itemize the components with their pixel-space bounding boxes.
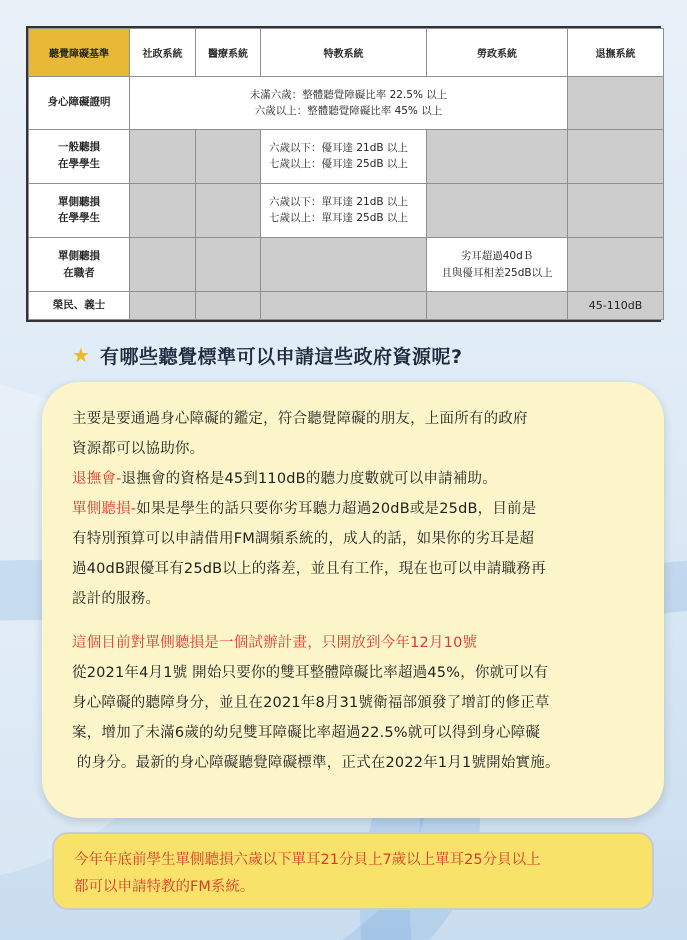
row-label-line: 在職者 [63, 266, 95, 279]
text-line: 的身分。最新的身心障礙聽覺障礙標準，正式在2022年1月1號開始實施。 [72, 755, 560, 771]
row-label [29, 129, 130, 183]
special-ed-cell [261, 129, 427, 183]
cell-line: 六歲以下：單耳達 21dB 以上 [269, 196, 408, 209]
paragraph-pilot-notice [72, 628, 636, 658]
row-label-line: 在學學生 [58, 158, 100, 171]
empty-cell [261, 292, 427, 320]
column-header-labor: 勞政系統 [427, 29, 568, 77]
table-row [29, 77, 664, 130]
labor-cell [427, 237, 568, 291]
cell-line: 六歲以上：整體聽覺障礙比率 45% 以上 [254, 104, 443, 117]
row-label-line: 單側聽損 [58, 195, 100, 208]
column-header-retirement: 退撫系統 [568, 29, 664, 77]
footer-note [52, 832, 654, 910]
footer-line: 今年年底前學生單側聽損六歲以下單耳21分貝上7歲以上單耳25分貝以上 [74, 852, 541, 868]
text-line: 從2021年4月1號 開始只要你的雙耳整體障礙比率超過45%，你就可以有 [72, 665, 549, 681]
text-line: 案，增加了未滿6歲的幼兒雙耳障礙比率超過22.5%就可以得到身心障礙 [72, 725, 541, 741]
row-label-line: 在學學生 [58, 212, 100, 225]
text-line: 主要是要通過身心障礙的鑑定，符合聽覺障礙的朋友，上面所有的政府 [72, 411, 528, 427]
disability-certificate-cell [130, 77, 568, 130]
highlight-label: 單側聽損- [72, 501, 137, 517]
table-row [29, 237, 664, 291]
row-label-line: 一般聽損 [58, 141, 100, 154]
text-line: 過40dB跟優耳有25dB以上的落差，並且有工作，現在也可以申請職務再 [72, 561, 546, 577]
column-header-special-ed: 特教系統 [261, 29, 427, 77]
empty-cell [130, 237, 196, 291]
empty-cell [568, 77, 664, 130]
row-label-line: 單側聽損 [58, 249, 100, 262]
table-row [29, 183, 664, 237]
cell-line: 六歲以下：優耳達 21dB 以上 [269, 141, 408, 154]
section-heading [72, 340, 462, 370]
heading-text: 有哪些聽覺標準可以申請這些政府資源呢? [99, 345, 463, 368]
empty-cell [196, 129, 261, 183]
table-row [29, 129, 664, 183]
empty-cell [427, 292, 568, 320]
retirement-value-cell: 45-110dB [568, 292, 664, 320]
cell-line: 且與優耳相差25dB以上 [441, 266, 553, 279]
empty-cell [427, 129, 568, 183]
empty-cell [130, 292, 196, 320]
cell-line: 七歲以上：優耳達 25dB 以上 [269, 158, 408, 171]
row-label: 榮民、義士 [29, 292, 130, 320]
explanation-card [42, 382, 664, 818]
standards-grid [28, 28, 664, 320]
star-icon: ★ [72, 343, 90, 367]
text-line: 資源都可以協助你。 [72, 441, 205, 457]
empty-cell [196, 237, 261, 291]
empty-cell [568, 129, 664, 183]
highlight-label: 退撫會- [72, 471, 122, 487]
pilot-notice-text: 這個目前對單側聽損是一個試辦計畫，只開放到今年12月10號 [72, 635, 478, 651]
empty-cell [130, 129, 196, 183]
row-label [29, 237, 130, 291]
paragraph-unilateral [72, 494, 636, 614]
empty-cell [261, 237, 427, 291]
empty-cell [196, 292, 261, 320]
hearing-standards-table [26, 26, 661, 322]
cell-line: 七歲以上：單耳達 25dB 以上 [269, 212, 408, 225]
text-line: 身心障礙的聽障身分，並且在2021年8月31號衛福部頒發了增訂的修正草 [72, 695, 550, 711]
table-row [29, 292, 664, 320]
paragraph-retirement [72, 464, 636, 494]
text-line: 設計的服務。 [72, 591, 161, 607]
special-ed-cell [261, 183, 427, 237]
empty-cell [568, 183, 664, 237]
column-header-social: 社政系統 [130, 29, 196, 77]
row-label [29, 183, 130, 237]
text-line: 有特別預算可以申請借用FM調頻系統的，成人的話，如果你的劣耳是超 [72, 531, 535, 547]
row-label: 身心障礙證明 [29, 77, 130, 130]
empty-cell [568, 237, 664, 291]
cell-line: 未滿六歲：整體聽覺障礙比率 22.5% 以上 [249, 88, 448, 101]
table-header-row [29, 29, 664, 77]
text-inline: 退撫會的資格是45到110dB的聽力度數就可以申請補助。 [121, 471, 497, 487]
cell-line: 劣耳超過40dＢ [460, 250, 534, 263]
column-header-criteria: 聽覺障礙基準 [29, 29, 130, 77]
paragraph-regulation [72, 658, 636, 778]
paragraph-intro [72, 404, 636, 464]
footer-line: 都可以申請特教的FM系統。 [74, 879, 255, 895]
empty-cell [196, 183, 261, 237]
text-inline: 如果是學生的話只要你劣耳聽力超過20dB或是25dB，目前是 [136, 501, 537, 517]
empty-cell [130, 183, 196, 237]
empty-cell [427, 183, 568, 237]
column-header-medical: 醫療系統 [196, 29, 261, 77]
